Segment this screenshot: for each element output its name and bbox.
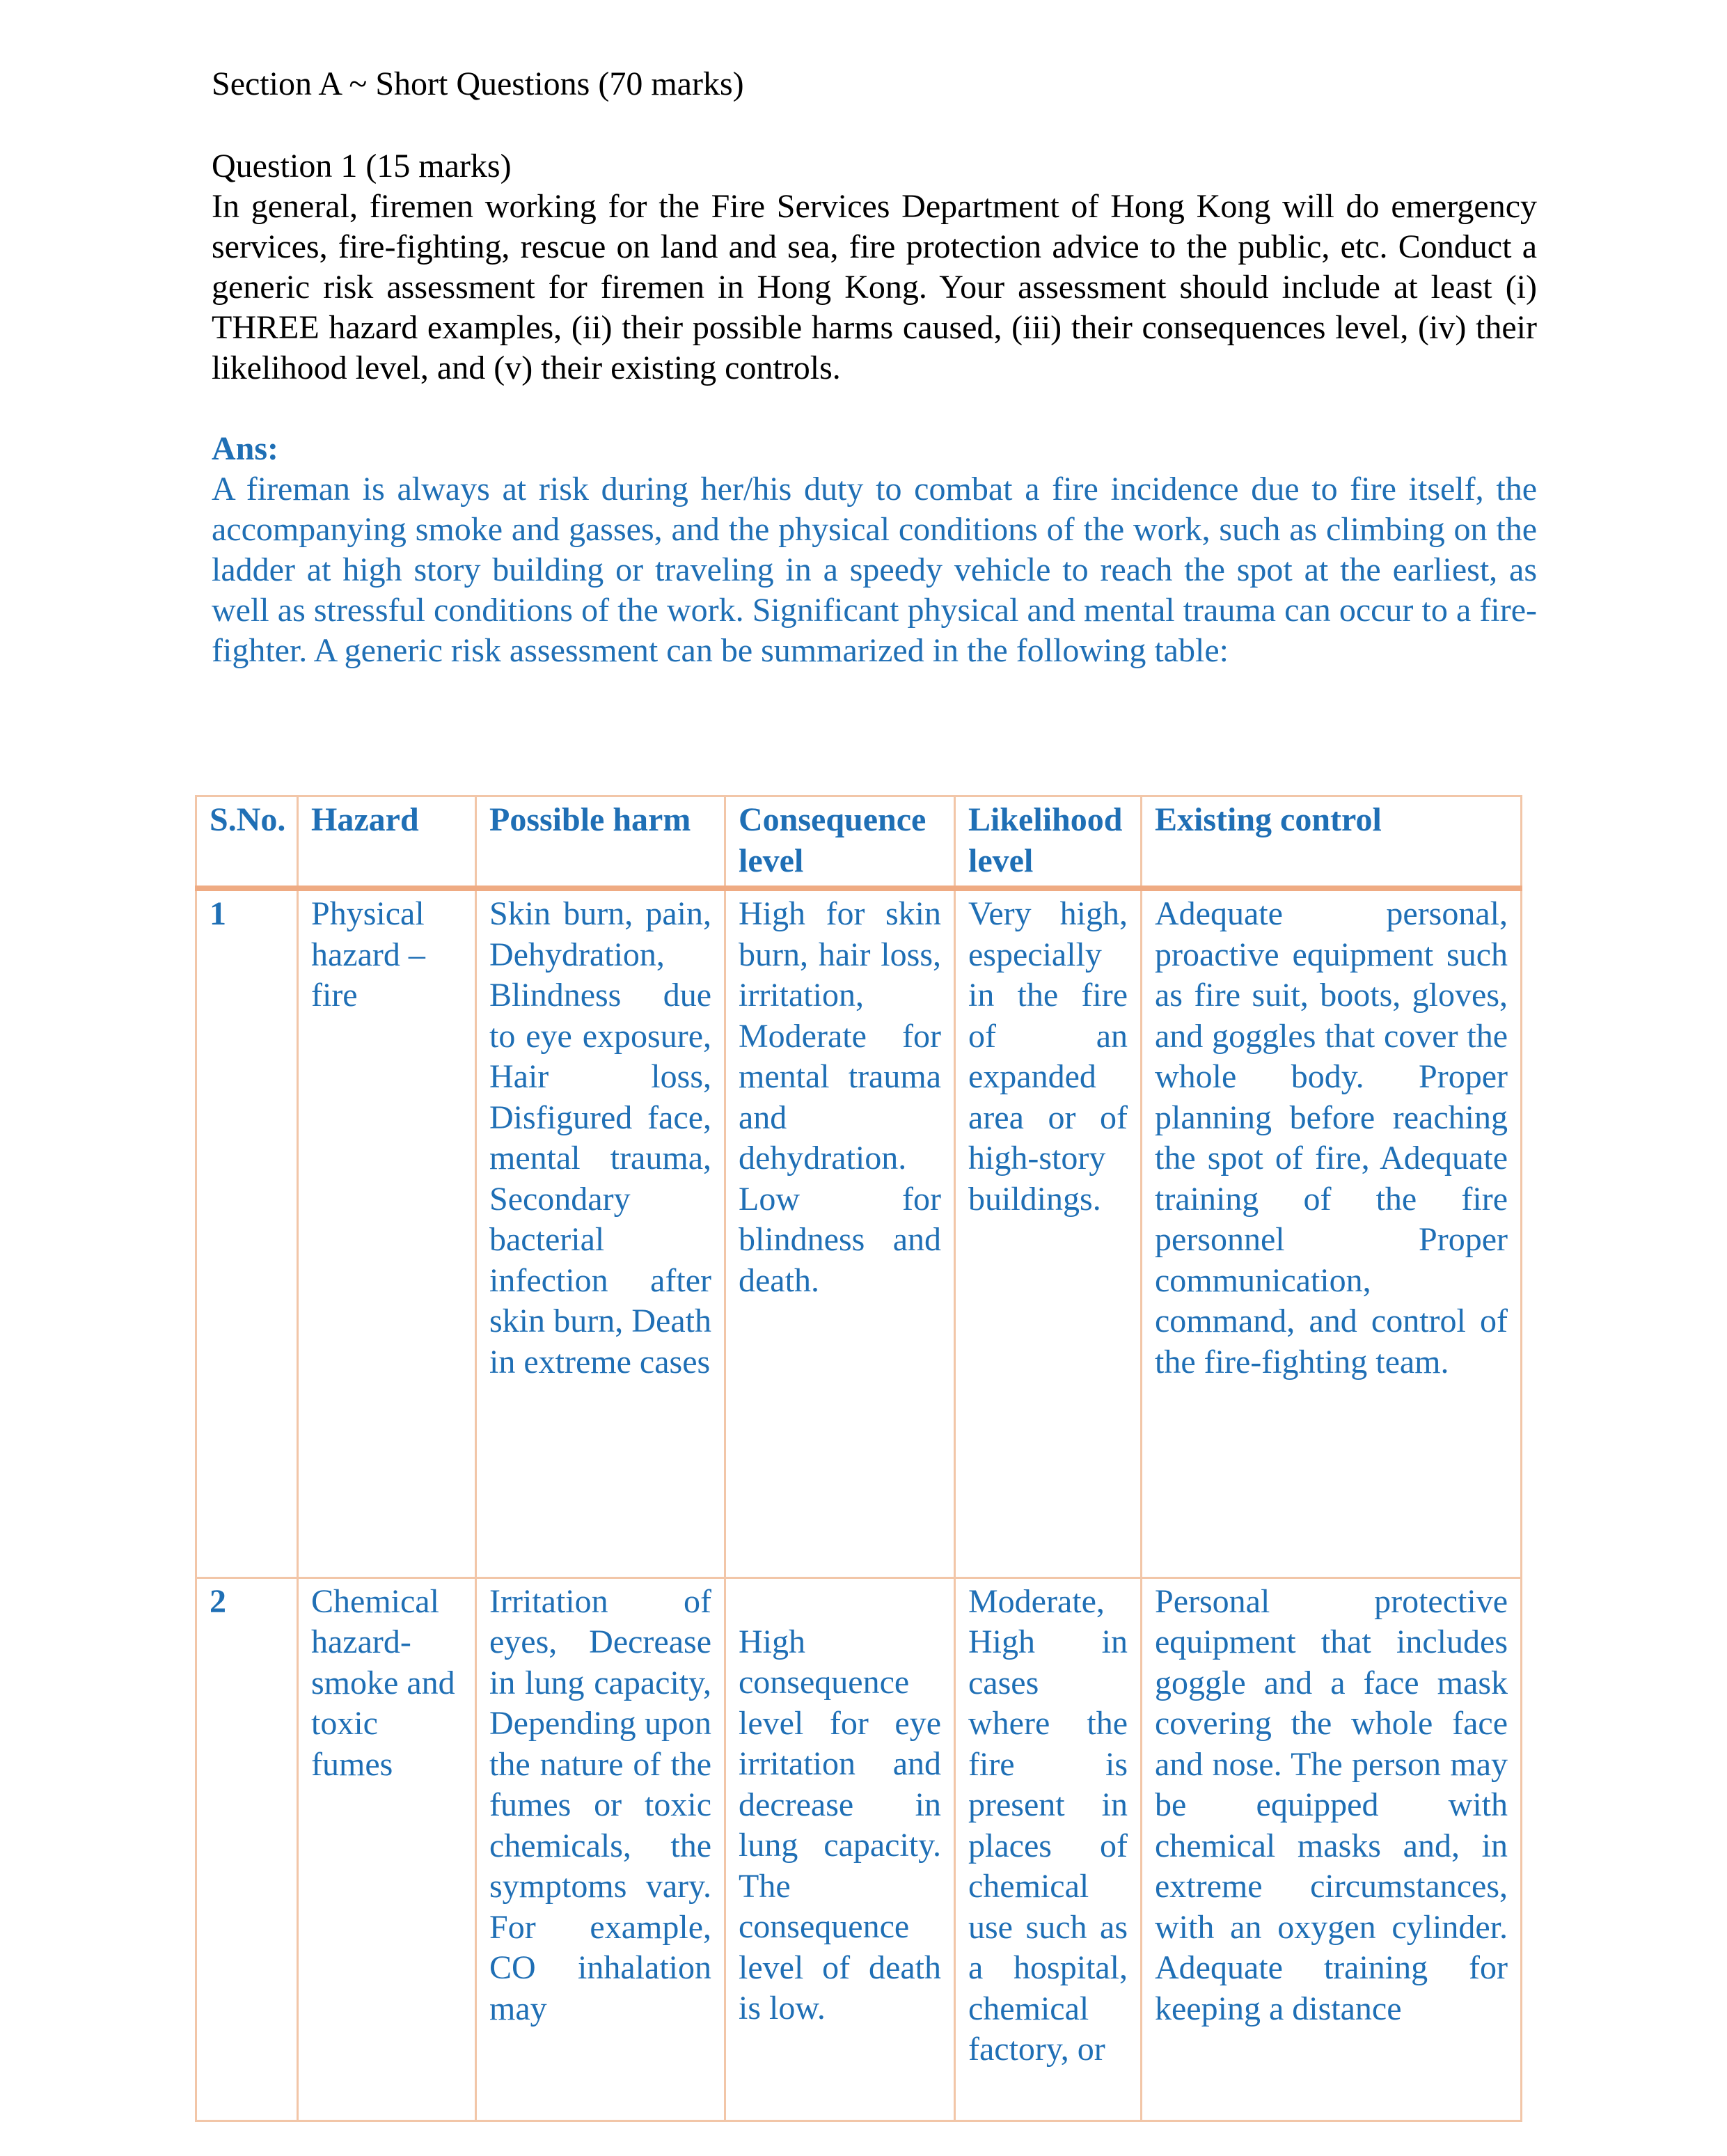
table-row — [196, 1577, 1522, 2120]
document-page — [212, 64, 1537, 671]
row-likelihood: Moderate, High in cases where the fire is present in places of chemical use such as a hospital, chemical factory, or — [955, 1577, 1142, 2120]
row-likelihood: Very high, especially in the fire of an expanded area or of high-story buildings. — [955, 888, 1142, 1577]
header-sno: S.No. — [196, 796, 298, 889]
row-hazard: Physical hazard – fire — [298, 888, 476, 1577]
header-likelihood-level: Likelihood level — [955, 796, 1142, 889]
question-body: In general, firemen working for the Fire Services Department of Hong Kong will do emergency services, fire-fighting, rescue on land and sea, fire protection advice to the public, etc. Conduct a generic risk assessment for firemen in Hong Kong. Your assessment should include at least (i) THREE hazard examples, (ii) their possible harms caused, (iii) their consequences level, (iv) their likelihood level, and (v) their existing controls. — [212, 188, 1537, 386]
risk-assessment-table — [195, 795, 1522, 2122]
row-existing-control: Personal protective equipment that includes goggle and a face mask covering the whole face and nose. The person may be equipped with chemical masks and, in extreme circumstances, with an oxygen cylinder. Adequate training for keeping a distance — [1142, 1577, 1522, 2120]
row-sno: 1 — [196, 888, 298, 1577]
row-sno: 2 — [196, 1577, 298, 2120]
header-possible-harm: Possible harm — [476, 796, 725, 889]
row-possible-harm: Irritation of eyes, Decrease in lung capacity, Depending upon the nature of the fumes or toxic chemicals, the symptoms vary. For example, CO inhalation may — [476, 1577, 725, 2120]
table-header-row — [196, 796, 1522, 889]
row-hazard: Chemical hazard- smoke and toxic fumes — [298, 1577, 476, 2120]
answer-label: Ans: — [212, 430, 279, 467]
header-existing-control: Existing control — [1142, 796, 1522, 889]
section-heading: Section A ~ Short Questions (70 marks) — [212, 65, 744, 102]
question-title: Question 1 (15 marks) — [212, 148, 512, 184]
answer-body: A fireman is always at risk during her/his duty to combat a fire incidence due to fire itself, the accompanying smoke and gasses, and the physical conditions of the work, such as climbing on the ladder at high story building or traveling in a speedy vehicle to reach the spot at the earliest, as well as stressful conditions of the work. Significant physical and mental trauma can occur to a fire-fighter. A generic risk assessment can be summarized in the following table: — [212, 471, 1537, 669]
header-hazard: Hazard — [298, 796, 476, 889]
header-consequence-level: Consequence level — [725, 796, 955, 889]
row-consequence: High for skin burn, hair loss, irritation, Moderate for mental trauma and dehydration. Low for blindness and death. — [725, 888, 955, 1577]
row-possible-harm: Skin burn, pain, Dehydration, Blindness due to eye exposure, Hair loss, Disfigured face, mental trauma, Secondary bacterial infection after skin burn, Death in extreme cases — [476, 888, 725, 1577]
table-row — [196, 888, 1522, 1577]
row-consequence: High consequence level for eye irritation and decrease in lung capacity. The consequence level of death is low. — [725, 1577, 955, 2120]
row-existing-control: Adequate personal, proactive equipment such as fire suit, boots, gloves, and goggles that cover the whole body. Proper planning before reaching the spot of fire, Adequate training of the fire personnel Proper communication, command, and control of the fire-fighting team. — [1142, 888, 1522, 1577]
